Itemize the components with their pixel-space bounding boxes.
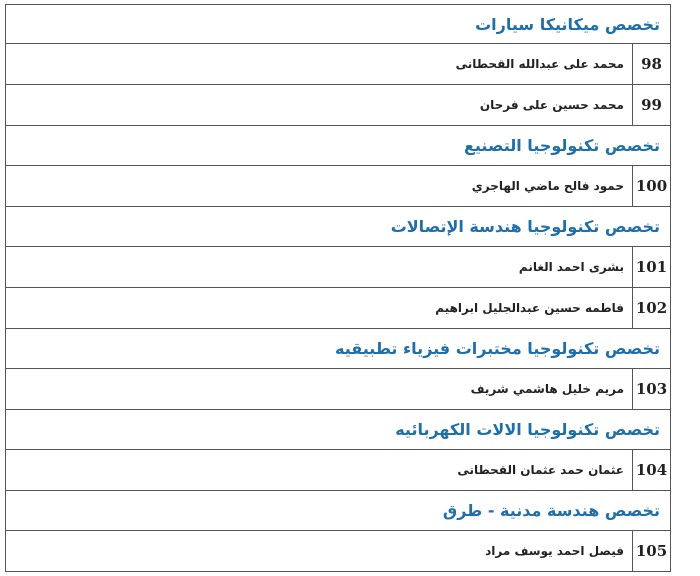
row-number: 104 xyxy=(632,450,670,490)
section-header-physics-labs: تخصص تكنولوجيا مختبرات فيزياء تطبيقيه xyxy=(5,329,671,369)
row-number: 105 xyxy=(632,531,670,571)
student-name: عثمان حمد عثمان القحطانى xyxy=(457,463,624,477)
table-row xyxy=(5,247,671,288)
table-row xyxy=(5,85,671,126)
row-number: 101 xyxy=(632,247,670,287)
student-name: محمد على عبدالله القحطانى xyxy=(455,57,624,71)
table-row xyxy=(5,369,671,410)
student-name: فاطمه حسين عبدالجليل ابراهيم xyxy=(435,301,624,315)
row-number: 100 xyxy=(632,166,670,206)
student-name: فيصل احمد يوسف مراد xyxy=(485,544,624,558)
row-number: 103 xyxy=(632,369,670,409)
graduate-list-table xyxy=(5,4,671,572)
student-name: بشرى احمد الغانم xyxy=(518,260,624,274)
table-row xyxy=(5,531,671,572)
student-name: مريم خليل هاشمي شريف xyxy=(470,382,624,396)
table-row xyxy=(5,44,671,85)
section-header-manufacturing: تخصص تكنولوجيا التصنيع xyxy=(5,126,671,166)
table-row xyxy=(5,450,671,491)
student-name: محمد حسين على فرحان xyxy=(479,98,624,112)
section-header-communications: تخصص تكنولوجيا هندسة الإتصالات xyxy=(5,207,671,247)
student-name: حمود فالح ماضي الهاجري xyxy=(471,179,624,193)
section-header-electrical-machines: تخصص تكنولوجيا الالات الكهربائيه xyxy=(5,410,671,450)
row-number: 102 xyxy=(632,288,670,328)
section-header-auto-mechanics: تخصص ميكانيكا سيارات xyxy=(5,4,671,44)
table-row xyxy=(5,288,671,329)
row-number: 99 xyxy=(632,85,670,125)
section-header-civil-roads: تخصص هندسة مدنية - طرق xyxy=(5,491,671,531)
row-number: 98 xyxy=(632,44,670,84)
table-row xyxy=(5,166,671,207)
